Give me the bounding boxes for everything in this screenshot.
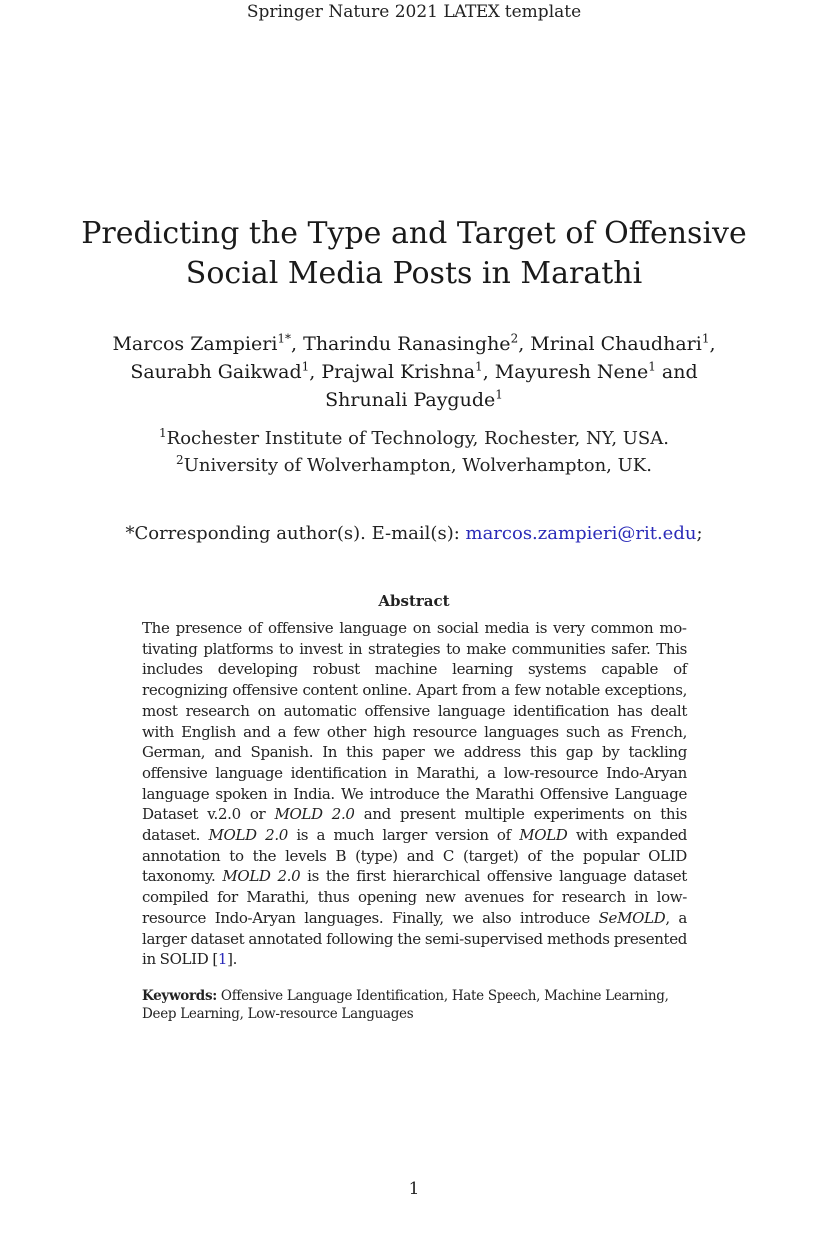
abstract-body xyxy=(142,618,687,970)
affiliation-list xyxy=(100,425,728,479)
author-separator: and xyxy=(655,361,698,383)
author-name: Shrunali Paygude xyxy=(325,389,496,411)
abstract-text: is a much larger version of xyxy=(287,826,520,845)
keywords-label: Keywords: xyxy=(142,988,217,1004)
author-affil-mark: 1 xyxy=(495,387,503,402)
abstract-emphasis: MOLD 2.0 xyxy=(274,805,355,824)
keywords xyxy=(142,987,687,1023)
author-affil-mark: 1 xyxy=(701,331,710,346)
affiliation-1 xyxy=(100,425,728,452)
author-name: Prajwal Krishna xyxy=(321,361,476,383)
citation-bracket: ] xyxy=(227,950,233,969)
author-separator: , xyxy=(518,333,531,355)
running-header xyxy=(0,0,828,24)
abstract-heading: Abstract xyxy=(378,592,450,610)
abstract-emphasis: SeMOLD xyxy=(598,908,666,927)
author-name: Mrinal Chaudhari xyxy=(530,333,702,355)
abstract-text: with expanded annotation to the levels B (type) and C (target) of the popular OLID taxonomy. xyxy=(142,826,687,886)
abstract-text: and present multiple experiments on this dataset. xyxy=(142,805,688,845)
author-list xyxy=(110,330,718,414)
citation-link[interactable]: 1 xyxy=(217,950,228,969)
author-affil-mark: 1* xyxy=(277,331,292,346)
abstract-emphasis: MOLD xyxy=(519,826,568,845)
abstract-emphasis: MOLD 2.0 xyxy=(222,867,301,886)
abstract-text: The presence of offensive language on social media is very common motivating platforms to invest in strategies to make communities safer. This includes developing robust machine learning systems capable of recognizing offensive content online. Apart from a few notable exceptions, most research on automatic offensive language identification has dealt with English and a few other high resource languages such as French, German, and Spanish. In this paper we address this gap by tackling offensive language identification in Marathi, a low-resource Indo-Aryan language spoken in India. We introduce the Marathi Offensive Language Dataset v.2.0 or xyxy=(142,619,687,824)
author-line-1 xyxy=(110,330,718,414)
author-affil-mark: 2 xyxy=(510,331,519,346)
corresponding-author xyxy=(60,521,768,547)
author-separator: , xyxy=(709,333,716,355)
affiliation-text: Rochester Institute of Technology, Rochester, NY, USA. xyxy=(166,428,669,449)
paper-title xyxy=(60,214,768,294)
keywords-text: Offensive Language Identification, Hate Speech, Machine Learning, Deep Learning, Low-resource Languages xyxy=(142,988,669,1022)
corresponding-label: *Corresponding author(s). E-mail(s): xyxy=(125,523,466,544)
author-separator: , xyxy=(482,361,495,383)
abstract-emphasis: MOLD 2.0 xyxy=(208,826,288,845)
author-name: Saurabh Gaikwad xyxy=(130,361,302,383)
affiliation-mark: 1 xyxy=(159,426,167,440)
title-line-2: Social Media Posts in Marathi xyxy=(185,256,643,291)
latex-logo: LATEX xyxy=(443,2,500,22)
abstract-text: , a larger dataset annotated following the semi-supervised methods presented in SOLID xyxy=(142,908,687,969)
affiliation-text: University of Wolverhampton, Wolverhampton, UK. xyxy=(183,455,652,476)
author-separator: , xyxy=(291,333,304,355)
abstract-text: . xyxy=(232,950,237,969)
author-name: Tharindu Ranasinghe xyxy=(303,333,511,355)
email-link[interactable]: marcos.zampieri@rit.edu xyxy=(465,523,697,544)
title-line-1: Predicting the Type and Target of Offensive xyxy=(81,216,747,251)
corresponding-suffix: ; xyxy=(696,523,703,544)
author-affil-mark: 1 xyxy=(475,359,483,374)
author-affil-mark: 1 xyxy=(301,359,310,374)
affiliation-mark: 2 xyxy=(176,453,184,467)
author-affil-mark: 1 xyxy=(648,359,656,374)
abstract-text: is the first hierarchical offensive language dataset compiled for Marathi, thus opening new avenues for research in low-resource Indo-Aryan languages. Finally, we also introduce xyxy=(142,867,687,927)
author-name: Marcos Zampieri xyxy=(112,333,278,355)
author-separator: , xyxy=(309,361,322,383)
running-head-suffix: template xyxy=(499,2,582,22)
citation-bracket: [ xyxy=(212,950,218,969)
page-number: 1 xyxy=(408,1179,420,1199)
running-head-prefix: Springer Nature 2021 xyxy=(246,2,444,22)
author-name: Mayuresh Nene xyxy=(494,361,649,383)
affiliation-2 xyxy=(100,452,728,479)
